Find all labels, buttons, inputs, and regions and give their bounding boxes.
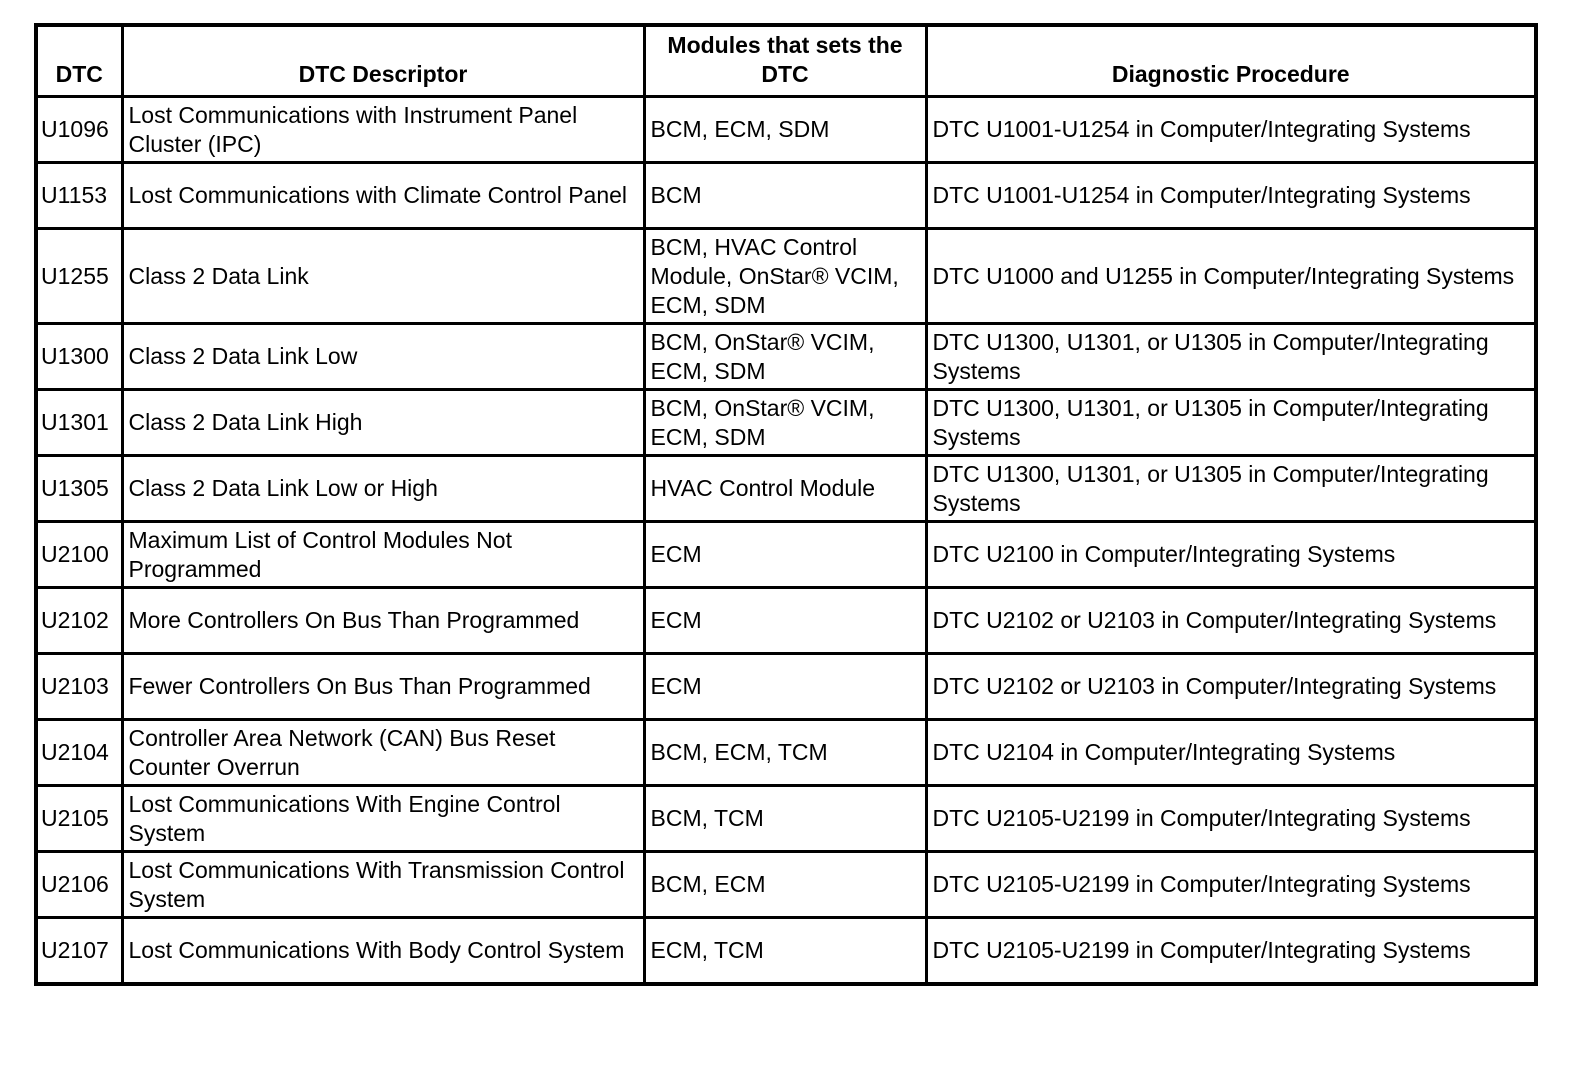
header-dtc: DTC (36, 25, 122, 97)
table-row (36, 522, 1536, 588)
cell-dtc: U1096 (36, 97, 122, 163)
table-row (36, 720, 1536, 786)
cell-dtc: U2107 (36, 918, 122, 985)
cell-descriptor: Lost Communications With Engine Control System (122, 786, 644, 852)
cell-descriptor: Class 2 Data Link Low or High (122, 456, 644, 522)
table-row (36, 588, 1536, 654)
cell-descriptor: Class 2 Data Link High (122, 390, 644, 456)
cell-modules: BCM, ECM, SDM (644, 97, 926, 163)
cell-descriptor: Fewer Controllers On Bus Than Programmed (122, 654, 644, 720)
table-row (36, 163, 1536, 229)
table-row (36, 654, 1536, 720)
cell-descriptor: Maximum List of Control Modules Not Programmed (122, 522, 644, 588)
cell-dtc: U2105 (36, 786, 122, 852)
table-row (36, 97, 1536, 163)
cell-dtc: U1301 (36, 390, 122, 456)
cell-descriptor: Lost Communications with Climate Control Panel (122, 163, 644, 229)
cell-dtc: U2100 (36, 522, 122, 588)
cell-procedure: DTC U2102 or U2103 in Computer/Integrating Systems (926, 588, 1536, 654)
cell-dtc: U1305 (36, 456, 122, 522)
table-row (36, 918, 1536, 985)
cell-dtc: U2103 (36, 654, 122, 720)
header-descriptor: DTC Descriptor (122, 25, 644, 97)
cell-procedure: DTC U1001-U1254 in Computer/Integrating Systems (926, 163, 1536, 229)
cell-modules: HVAC Control Module (644, 456, 926, 522)
cell-procedure: DTC U1000 and U1255 in Computer/Integrating Systems (926, 229, 1536, 324)
cell-dtc: U2102 (36, 588, 122, 654)
cell-procedure: DTC U1300, U1301, or U1305 in Computer/Integrating Systems (926, 324, 1536, 390)
table-row (36, 390, 1536, 456)
dtc-table (34, 23, 1538, 986)
cell-procedure: DTC U2105-U2199 in Computer/Integrating Systems (926, 918, 1536, 985)
cell-procedure: DTC U1300, U1301, or U1305 in Computer/Integrating Systems (926, 456, 1536, 522)
cell-procedure: DTC U2102 or U2103 in Computer/Integrating Systems (926, 654, 1536, 720)
table-row (36, 324, 1536, 390)
cell-dtc: U2104 (36, 720, 122, 786)
cell-descriptor: Controller Area Network (CAN) Bus Reset Counter Overrun (122, 720, 644, 786)
cell-modules: BCM, OnStar® VCIM, ECM, SDM (644, 390, 926, 456)
table-row (36, 456, 1536, 522)
cell-procedure: DTC U2105-U2199 in Computer/Integrating Systems (926, 786, 1536, 852)
cell-descriptor: Lost Communications With Transmission Control System (122, 852, 644, 918)
table-row (36, 852, 1536, 918)
cell-modules: ECM (644, 588, 926, 654)
header-procedure: Diagnostic Procedure (926, 25, 1536, 97)
cell-procedure: DTC U2104 in Computer/Integrating Systems (926, 720, 1536, 786)
table-row (36, 786, 1536, 852)
cell-descriptor: Class 2 Data Link Low (122, 324, 644, 390)
cell-modules: ECM (644, 654, 926, 720)
cell-descriptor: Lost Communications with Instrument Panel Cluster (IPC) (122, 97, 644, 163)
cell-modules: BCM (644, 163, 926, 229)
cell-dtc: U2106 (36, 852, 122, 918)
cell-procedure: DTC U2105-U2199 in Computer/Integrating Systems (926, 852, 1536, 918)
cell-modules: ECM, TCM (644, 918, 926, 985)
cell-procedure: DTC U2100 in Computer/Integrating Systems (926, 522, 1536, 588)
table-row (36, 229, 1536, 324)
cell-dtc: U1255 (36, 229, 122, 324)
cell-modules: ECM (644, 522, 926, 588)
cell-descriptor: More Controllers On Bus Than Programmed (122, 588, 644, 654)
cell-modules: BCM, OnStar® VCIM, ECM, SDM (644, 324, 926, 390)
cell-modules: BCM, ECM (644, 852, 926, 918)
cell-procedure: DTC U1300, U1301, or U1305 in Computer/Integrating Systems (926, 390, 1536, 456)
cell-dtc: U1153 (36, 163, 122, 229)
cell-procedure: DTC U1001-U1254 in Computer/Integrating Systems (926, 97, 1536, 163)
table-header-row (36, 25, 1536, 97)
cell-descriptor: Class 2 Data Link (122, 229, 644, 324)
cell-dtc: U1300 (36, 324, 122, 390)
cell-modules: BCM, ECM, TCM (644, 720, 926, 786)
cell-modules: BCM, TCM (644, 786, 926, 852)
cell-descriptor: Lost Communications With Body Control System (122, 918, 644, 985)
cell-modules: BCM, HVAC Control Module, OnStar® VCIM, ECM, SDM (644, 229, 926, 324)
header-modules: Modules that sets the DTC (644, 25, 926, 97)
